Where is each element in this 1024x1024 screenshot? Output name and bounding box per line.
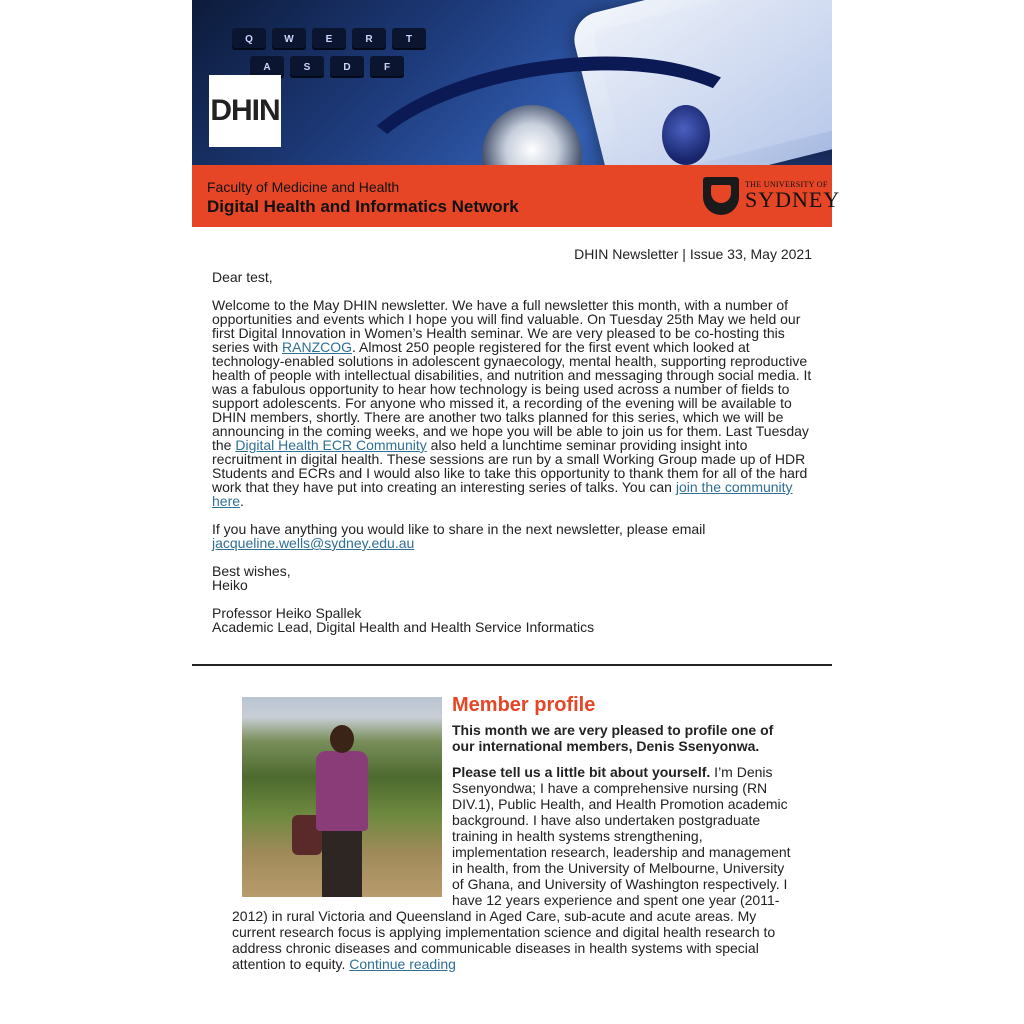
signoff: Best wishes, Heiko — [212, 563, 291, 593]
dhin-logo-text: DHIN — [210, 94, 280, 127]
signature — [212, 606, 812, 634]
signature-name: Professor Heiko Spallek — [212, 605, 362, 621]
join-community-link[interactable]: join the community here — [212, 479, 793, 509]
letter-content — [212, 270, 812, 648]
network-name: Digital Health and Informatics Network — [207, 197, 519, 216]
continue-reading-link[interactable]: Continue reading — [349, 956, 456, 972]
key-icon: F — [370, 56, 404, 78]
university-logo-small: THE UNIVERSITY OF — [745, 180, 828, 189]
signature-role: Academic Lead, Digital Health and Health Service Informatics — [212, 619, 595, 635]
member-profile-answer: Please tell us a little bit about yourself. I’m Denis Ssenyondwa; I have a comprehensive nursing (RN DIV.1), Public Health, and Health Promotion academic background. I have also undertaken postgraduate training in health systems strengthening, implementation research, leadership and management in health, from the University of Melbourne, University of Ghana, and University of Washington respectively. I have 12 years experience and spent one year (2011-2012) in rural Victoria and Queensland in Aged Care, sub-acute and acute areas. My current research focus is applying implementation science and digital health research to address chronic diseases and communicable diseases in health systems with special attention to equity. Continue reading — [232, 764, 791, 972]
key-icon: A — [250, 56, 284, 78]
member-profile — [232, 692, 792, 972]
issue-line: DHIN Newsletter | Issue 33, May 2021 — [574, 246, 812, 262]
section-divider — [192, 664, 832, 666]
faculty-name: Faculty of Medicine and Health — [207, 179, 400, 195]
intro-paragraph: Welcome to the May DHIN newsletter. We have a full newsletter this month, with a number of opportunities and events which I hope you will find valuable. On Tuesday 25th May we held our first Digital Innovation in Women’s Health seminar. We are very pleased to be co-hosting this series with RANZCOG. Almost 250 people registered for the first event which looked at technology-enabled solutions in adolescent gynaecology, mental health, supporting reproductive health of people with intellectual disabilities, and nutrition and messaging through social media. It was a fabulous opportunity to hear how technology is being used across a number of fields to support adolescents. For anyone who missed it, a recording of the evening will be available to DHIN members, shortly. There are another two talks planned for this series, which we will be announcing in the coming weeks, and we hope you will be able to join us for them. Last Tuesday the Digital Health ECR Community also held a lunchtime seminar providing insight into recruitment in digital health. These sessions are run by a small Working Group made up of HDR Students and ECRs and I would also like to take this opportunity to thank them for all of the hard work that they have put into creating an interesting series of talks. You can join the community here. — [212, 297, 812, 509]
ranzcog-link[interactable]: RANZCOG — [282, 339, 353, 355]
key-icon: S — [290, 56, 324, 78]
key-icon: R — [352, 28, 386, 50]
member-profile-title: Member profile — [452, 694, 596, 716]
key-icon: W — [272, 28, 306, 50]
member-photo — [242, 697, 442, 897]
greeting: Dear test, — [212, 269, 273, 285]
key-icon: T — [392, 28, 426, 50]
email-link[interactable]: jacqueline.wells@sydney.edu.au — [212, 535, 415, 551]
ecr-community-link[interactable]: Digital Health ECR Community — [235, 437, 427, 453]
member-profile-intro: This month we are very pleased to profile one of our international members, Denis Ssenyonwa. — [452, 722, 774, 754]
key-icon: Q — [232, 28, 266, 50]
person-icon — [310, 725, 374, 897]
share-paragraph: If you have anything you would like to share in the next newsletter, please email jacqueline.wells@sydney.edu.au — [212, 521, 706, 551]
key-icon: E — [312, 28, 346, 50]
newsletter-body — [192, 0, 832, 1024]
university-logo-big: SYDNEY — [745, 187, 841, 212]
key-icon: D — [330, 56, 364, 78]
